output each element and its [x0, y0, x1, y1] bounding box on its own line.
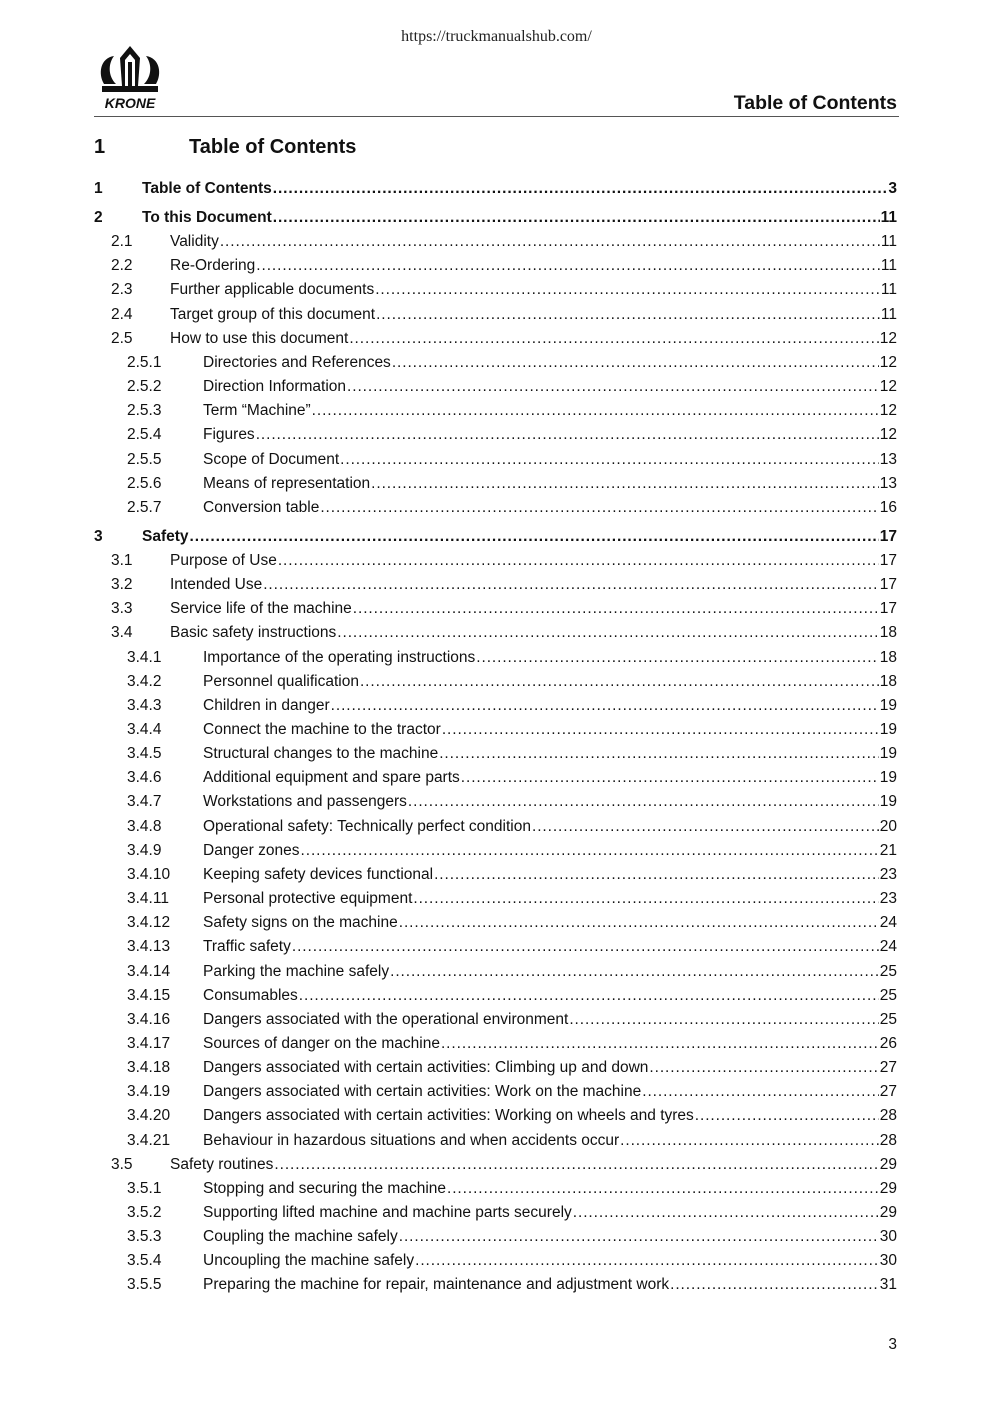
- toc-entry[interactable]: [94, 279, 897, 301]
- toc-entry[interactable]: [94, 1105, 897, 1127]
- toc-entry-page: 12: [879, 329, 897, 347]
- toc-entry-line: [203, 936, 897, 958]
- toc-entry-page: 11: [880, 257, 897, 275]
- dot-leader: [263, 574, 879, 596]
- toc-entry-page: 16: [879, 498, 897, 516]
- toc-entry[interactable]: [94, 328, 897, 350]
- toc-entry[interactable]: [94, 1154, 897, 1176]
- toc-entry-line: [203, 449, 897, 471]
- toc-entry-label: Uncoupling the machine safely: [203, 1252, 415, 1270]
- dot-leader: [301, 840, 879, 862]
- toc-entry-label: Connect the machine to the tractor: [203, 721, 441, 738]
- toc-entry-line: [170, 255, 897, 277]
- toc-entry-label: Supporting lifted machine and machine parts securely: [203, 1204, 572, 1221]
- logo-wordmark: KRONE: [104, 95, 156, 111]
- dot-leader: [353, 598, 879, 620]
- dot-leader: [371, 473, 879, 495]
- toc-entry[interactable]: [94, 497, 897, 519]
- toc-entry-number: 3: [94, 527, 103, 545]
- toc-entry[interactable]: [94, 647, 897, 669]
- toc-entry-label: Importance of the operating instructions: [203, 648, 476, 666]
- toc-entry-label: Behaviour in hazardous situations and when accidents occur: [203, 1131, 620, 1149]
- toc-entry-page: 25: [879, 1010, 897, 1028]
- toc-entry-label: Coupling the machine safely: [203, 1228, 398, 1246]
- toc-entry[interactable]: [94, 178, 897, 200]
- toc-entry-page: 19: [879, 745, 897, 763]
- toc-entry-label: Re-Ordering: [170, 257, 256, 275]
- toc-entry-page: 28: [879, 1131, 897, 1149]
- toc-entry-number: 3.2: [111, 576, 133, 594]
- toc-entry-number: 2.5.5: [127, 450, 162, 468]
- toc-entry[interactable]: [94, 1178, 897, 1200]
- dot-leader: [439, 743, 879, 765]
- toc-entry-number: 3.4.19: [127, 1083, 171, 1101]
- toc-entry-number: 1: [94, 180, 103, 197]
- toc-entry-number: 3.4.7: [127, 793, 162, 811]
- toc-entry-line: [203, 961, 897, 983]
- toc-entry-page: 19: [879, 721, 897, 738]
- toc-entry-number: 3.5.1: [127, 1179, 162, 1197]
- toc-entry[interactable]: [94, 743, 897, 765]
- toc-entry[interactable]: [94, 598, 897, 620]
- dot-leader: [649, 1057, 878, 1079]
- toc-entry-line: [170, 1154, 897, 1176]
- toc-entry[interactable]: [94, 936, 897, 958]
- source-url: https://truckmanualshub.com/: [401, 28, 592, 45]
- dot-leader: [273, 207, 880, 229]
- dot-leader: [256, 255, 880, 277]
- dot-leader: [392, 352, 879, 374]
- toc-entry[interactable]: [94, 1130, 897, 1152]
- toc-entry-page: 17: [879, 527, 897, 545]
- toc-entry-number: 3.4.9: [127, 841, 162, 859]
- toc-entry-label: Safety signs on the machine: [203, 914, 398, 932]
- toc-entry-line: [203, 376, 897, 398]
- toc-entry-number: 2.5.4: [127, 426, 162, 444]
- toc-entry-line: [142, 207, 897, 229]
- toc-entry-line: [203, 985, 897, 1007]
- toc-entry-page: 11: [880, 281, 897, 299]
- toc-entry-label: Workstations and passengers: [203, 793, 407, 811]
- toc-entry-label: Directories and References: [203, 353, 391, 371]
- toc-entry-number: 3.4.18: [127, 1059, 171, 1077]
- toc-entry-line: [203, 816, 897, 838]
- toc-entry[interactable]: [94, 1274, 897, 1296]
- toc-entry-page: 20: [879, 817, 897, 835]
- dot-leader: [274, 1154, 878, 1176]
- toc-entry-number: 3.3: [111, 600, 133, 618]
- toc-entry[interactable]: [94, 840, 897, 862]
- header-title: Table of Contents: [733, 92, 897, 114]
- toc-entry-page: 11: [880, 209, 897, 226]
- toc-entry-line: [170, 550, 897, 572]
- toc-entry[interactable]: [94, 719, 897, 741]
- toc-entry-label: Children in danger: [203, 696, 330, 714]
- toc-entry-number: 3.4.8: [127, 817, 162, 835]
- dot-leader: [376, 304, 880, 326]
- toc-entry[interactable]: [94, 376, 897, 398]
- toc-entry[interactable]: [94, 1250, 897, 1272]
- dot-leader: [390, 961, 879, 983]
- dot-leader: [573, 1202, 879, 1224]
- toc-entry[interactable]: [94, 304, 897, 326]
- toc-entry-page: 21: [879, 841, 897, 859]
- toc-entry-line: [203, 497, 897, 519]
- dot-leader: [413, 888, 878, 910]
- dot-leader: [695, 1105, 879, 1127]
- toc-entry-page: 11: [880, 233, 897, 251]
- toc-entry-number: 3.4.5: [127, 745, 162, 763]
- toc-entry-number: 3.4.1: [127, 648, 162, 666]
- toc-entry-line: [203, 695, 897, 717]
- toc-entry-page: 13: [879, 450, 897, 468]
- toc-entry-line: [170, 328, 897, 350]
- toc-entry[interactable]: [94, 912, 897, 934]
- toc-entry-line: [203, 1130, 897, 1152]
- toc-entry[interactable]: [94, 695, 897, 717]
- toc-entry[interactable]: [94, 1226, 897, 1248]
- toc-entry[interactable]: [94, 767, 897, 789]
- toc-entry-page: 17: [879, 551, 897, 569]
- dot-leader: [337, 622, 878, 644]
- toc-entry-label: Conversion table: [203, 498, 320, 516]
- toc-entry-line: [203, 1226, 897, 1248]
- toc-entry-number: 3.4.10: [127, 865, 171, 883]
- dot-leader: [349, 328, 878, 350]
- toc-entry-label: Structural changes to the machine: [203, 745, 439, 763]
- toc-entry-page: 12: [879, 402, 897, 420]
- toc-entry-page: 23: [879, 890, 897, 908]
- toc-entry-label: Danger zones: [203, 841, 300, 859]
- toc-entry-line: [203, 424, 897, 446]
- toc-entry-number: 3.5.3: [127, 1228, 162, 1246]
- toc-entry-page: 25: [879, 962, 897, 980]
- toc-entry-number: 3.5.4: [127, 1252, 162, 1270]
- toc-entry-label: Validity: [170, 233, 219, 251]
- toc-entry-page: 26: [879, 1034, 897, 1052]
- toc-entry-page: 28: [879, 1107, 897, 1125]
- toc-entry-number: 3.4.14: [127, 962, 171, 980]
- toc-entry-line: [203, 1105, 897, 1127]
- toc-entry-label: Intended Use: [170, 576, 263, 594]
- toc-entry-label: Dangers associated with certain activities: Working on wheels and tyres: [203, 1107, 694, 1125]
- toc-entry-label: Purpose of Use: [170, 551, 277, 569]
- toc-entry-label: Means of representation: [203, 474, 371, 492]
- toc-entry[interactable]: [94, 550, 897, 572]
- toc-entry-line: [170, 574, 897, 596]
- toc-entry-number: 3.4.6: [127, 769, 162, 787]
- dot-leader: [360, 671, 879, 693]
- toc-entry-number: 3.4.4: [127, 721, 162, 738]
- dot-leader: [434, 864, 879, 886]
- toc-entry-page: 18: [879, 672, 897, 690]
- toc-entry-label: Scope of Document: [203, 450, 340, 468]
- toc-entry[interactable]: [94, 574, 897, 596]
- toc-entry-label: Personnel qualification: [203, 672, 359, 690]
- toc-entry-label: Keeping safety devices functional: [203, 865, 434, 883]
- toc-entry-label: Service life of the machine: [170, 600, 352, 618]
- toc-entry-number: 2.5.6: [127, 474, 162, 492]
- toc-entry-line: [203, 719, 897, 741]
- toc-entry-line: [203, 1057, 897, 1079]
- toc-entry-label: Traffic safety: [203, 938, 291, 956]
- toc-entry-page: 11: [880, 305, 897, 323]
- dot-leader: [642, 1081, 879, 1103]
- dot-leader: [620, 1130, 879, 1152]
- toc-entry-page: 17: [879, 576, 897, 594]
- dot-leader: [399, 1226, 879, 1248]
- toc-entry-page: 19: [879, 793, 897, 811]
- toc-entry-number: 3.4.16: [127, 1010, 171, 1028]
- toc-entry-label: Table of Contents: [142, 180, 272, 197]
- toc-entry-number: 3.4.2: [127, 672, 162, 690]
- toc-entry-page: 24: [879, 914, 897, 932]
- toc-entry-label: Term “Machine”: [203, 402, 311, 420]
- toc-entry-label: Personal protective equipment: [203, 890, 413, 908]
- toc-entry[interactable]: [94, 622, 897, 644]
- toc-entry-label: Preparing the machine for repair, maintenance and adjustment work: [203, 1276, 670, 1294]
- dot-leader: [415, 1250, 879, 1272]
- dot-leader: [399, 912, 879, 934]
- dot-leader: [347, 376, 879, 398]
- toc-entry-number: 3.4.20: [127, 1107, 171, 1125]
- toc-entry-page: 12: [879, 378, 897, 396]
- toc-entry[interactable]: [94, 985, 897, 1007]
- toc-entry-line: [170, 622, 897, 644]
- toc-entry[interactable]: [94, 231, 897, 253]
- toc-entry-line: [203, 647, 897, 669]
- dot-leader: [340, 449, 879, 471]
- toc-entry[interactable]: [94, 961, 897, 983]
- toc-entry-number: 3.4.15: [127, 986, 171, 1004]
- toc-entry-page: 30: [879, 1228, 897, 1246]
- header-divider: [94, 116, 899, 117]
- toc-entry-line: [203, 791, 897, 813]
- toc-entry-page: 12: [879, 426, 897, 444]
- dot-leader: [320, 497, 878, 519]
- toc-entry-number: 2.3: [111, 281, 133, 299]
- toc-entry-number: 2: [94, 209, 103, 226]
- toc-entry-page: 29: [879, 1179, 897, 1197]
- dot-leader: [447, 1178, 879, 1200]
- toc-entry[interactable]: [94, 1033, 897, 1055]
- toc-entry-label: Safety routines: [170, 1155, 274, 1173]
- toc-entry-page: 25: [879, 986, 897, 1004]
- toc-entry-page: 12: [879, 353, 897, 371]
- toc-entry-page: 31: [879, 1276, 897, 1294]
- toc-entry[interactable]: [94, 255, 897, 277]
- toc-entry-label: Stopping and securing the machine: [203, 1179, 446, 1197]
- toc-entry-number: 3.5.2: [127, 1204, 162, 1221]
- toc-entry-page: 17: [879, 600, 897, 618]
- dot-leader: [408, 791, 879, 813]
- toc-entry[interactable]: [94, 424, 897, 446]
- toc-entry-line: [142, 526, 897, 548]
- toc-entry[interactable]: [94, 526, 897, 548]
- toc-entry-number: 2.4: [111, 305, 133, 323]
- toc-entry-number: 3.5: [111, 1155, 133, 1173]
- toc-entry[interactable]: [94, 400, 897, 422]
- toc-entry-label: Basic safety instructions: [170, 624, 337, 642]
- toc-entry-label: Dangers associated with the operational environment: [203, 1010, 569, 1028]
- toc-entry-page: 27: [879, 1059, 897, 1077]
- heading-number: 1: [94, 136, 106, 158]
- toc-entry-line: [170, 304, 897, 326]
- toc-entry-number: 3.4: [111, 624, 133, 642]
- toc-entry-label: Operational safety: Technically perfect condition: [203, 817, 531, 835]
- dot-leader: [312, 400, 879, 422]
- toc-entry-number: 3.5.5: [127, 1276, 162, 1294]
- toc-entry-number: 3.4.3: [127, 696, 162, 714]
- toc-entry[interactable]: [94, 449, 897, 471]
- toc-entry-line: [203, 400, 897, 422]
- toc-entry[interactable]: [94, 1057, 897, 1079]
- toc-entry-page: 18: [879, 648, 897, 666]
- toc-entry-number: 3.4.11: [127, 890, 169, 908]
- toc-entry-page: 3: [888, 180, 897, 197]
- toc-entry-line: [203, 1009, 897, 1031]
- dot-leader: [532, 816, 879, 838]
- toc-entry-label: Consumables: [203, 986, 298, 1004]
- toc-entry-number: 3.4.21: [127, 1131, 171, 1149]
- toc-entry-number: 2.5: [111, 329, 133, 347]
- toc-entry-line: [170, 231, 897, 253]
- dot-leader: [375, 279, 880, 301]
- toc-entry-page: 24: [879, 938, 897, 956]
- toc-entry-line: [203, 743, 897, 765]
- toc-entry-line: [203, 767, 897, 789]
- dot-leader: [461, 767, 879, 789]
- toc-entry-number: 2.5.1: [127, 353, 162, 371]
- heading-title: Table of Contents: [189, 136, 357, 158]
- toc-entry[interactable]: [94, 864, 897, 886]
- toc-entry[interactable]: [94, 207, 897, 229]
- toc-entry-line: [203, 671, 897, 693]
- toc-entry-page: 19: [879, 769, 897, 787]
- toc-entry-line: [203, 473, 897, 495]
- dot-leader: [256, 424, 879, 446]
- toc-entry-label: To this Document: [142, 209, 272, 226]
- toc-entry-line: [203, 840, 897, 862]
- dot-leader: [442, 719, 879, 741]
- toc-entry-label: Parking the machine safely: [203, 962, 390, 980]
- toc-entry-line: [142, 178, 897, 200]
- dot-leader: [476, 647, 878, 669]
- toc-entry-line: [203, 1274, 897, 1296]
- dot-leader: [299, 985, 879, 1007]
- dot-leader: [278, 550, 879, 572]
- dot-leader: [670, 1274, 879, 1296]
- toc-entry-number: 3.4.17: [127, 1034, 171, 1052]
- toc-entry-page: 27: [879, 1083, 897, 1101]
- toc-entry-label: How to use this document: [170, 329, 349, 347]
- dot-leader: [569, 1009, 878, 1031]
- toc-entry[interactable]: [94, 1202, 897, 1224]
- toc-entry-label: Direction Information: [203, 378, 347, 396]
- toc-entry-label: Figures: [203, 426, 255, 444]
- toc-entry-label: Safety: [142, 527, 189, 545]
- toc-entry-label: Dangers associated with certain activities: Climbing up and down: [203, 1059, 649, 1077]
- toc-entry-page: 18: [879, 624, 897, 642]
- toc-entry-label: Target group of this document: [170, 305, 376, 323]
- toc-entry-number: 2.5.2: [127, 378, 162, 396]
- dot-leader: [220, 231, 880, 253]
- dot-leader: [331, 695, 879, 717]
- toc-entry-line: [203, 1202, 897, 1224]
- toc-entry-number: 3.1: [111, 551, 133, 569]
- toc-entry-page: 29: [879, 1204, 897, 1221]
- toc-entry[interactable]: [94, 791, 897, 813]
- dot-leader: [441, 1033, 879, 1055]
- toc-entry-line: [203, 912, 897, 934]
- toc-entry-number: 2.5.3: [127, 402, 162, 420]
- page-number: 3: [888, 1336, 897, 1353]
- toc-entry-number: 2.2: [111, 257, 133, 275]
- toc-entry-line: [203, 864, 897, 886]
- dot-leader: [190, 526, 879, 548]
- toc-entry[interactable]: [94, 888, 897, 910]
- dot-leader: [292, 936, 879, 958]
- toc-entry[interactable]: [94, 1009, 897, 1031]
- toc-entry-line: [203, 1250, 897, 1272]
- toc-entry[interactable]: [94, 473, 897, 495]
- toc-entry-page: 29: [879, 1155, 897, 1173]
- dot-leader: [273, 178, 888, 200]
- toc-entry-line: [170, 598, 897, 620]
- toc-entry-line: [203, 1178, 897, 1200]
- toc-entry[interactable]: [94, 816, 897, 838]
- toc-entry[interactable]: [94, 352, 897, 374]
- toc-entry-page: 19: [879, 696, 897, 714]
- toc-entry-line: [203, 1033, 897, 1055]
- krone-logo: [94, 44, 166, 114]
- toc-entry-page: 13: [879, 474, 897, 492]
- toc-entry-label: Sources of danger on the machine: [203, 1034, 440, 1052]
- toc-entry-number: 2.1: [111, 233, 133, 251]
- toc-entry[interactable]: [94, 1081, 897, 1103]
- toc-entry-page: 23: [879, 865, 897, 883]
- toc-entry-line: [203, 352, 897, 374]
- toc-entry-label: Further applicable documents: [170, 281, 375, 299]
- toc-entry-number: 3.4.12: [127, 914, 171, 932]
- toc-entry-number: 2.5.7: [127, 498, 162, 516]
- toc-entry-page: 30: [879, 1252, 897, 1270]
- toc-entry-label: Additional equipment and spare parts: [203, 769, 460, 787]
- toc-entry-number: 3.4.13: [127, 938, 171, 956]
- toc-entry-line: [203, 1081, 897, 1103]
- toc-entry[interactable]: [94, 671, 897, 693]
- toc-entry-line: [170, 279, 897, 301]
- toc-entry-line: [203, 888, 897, 910]
- toc-entry-label: Dangers associated with certain activities: Work on the machine: [203, 1083, 642, 1101]
